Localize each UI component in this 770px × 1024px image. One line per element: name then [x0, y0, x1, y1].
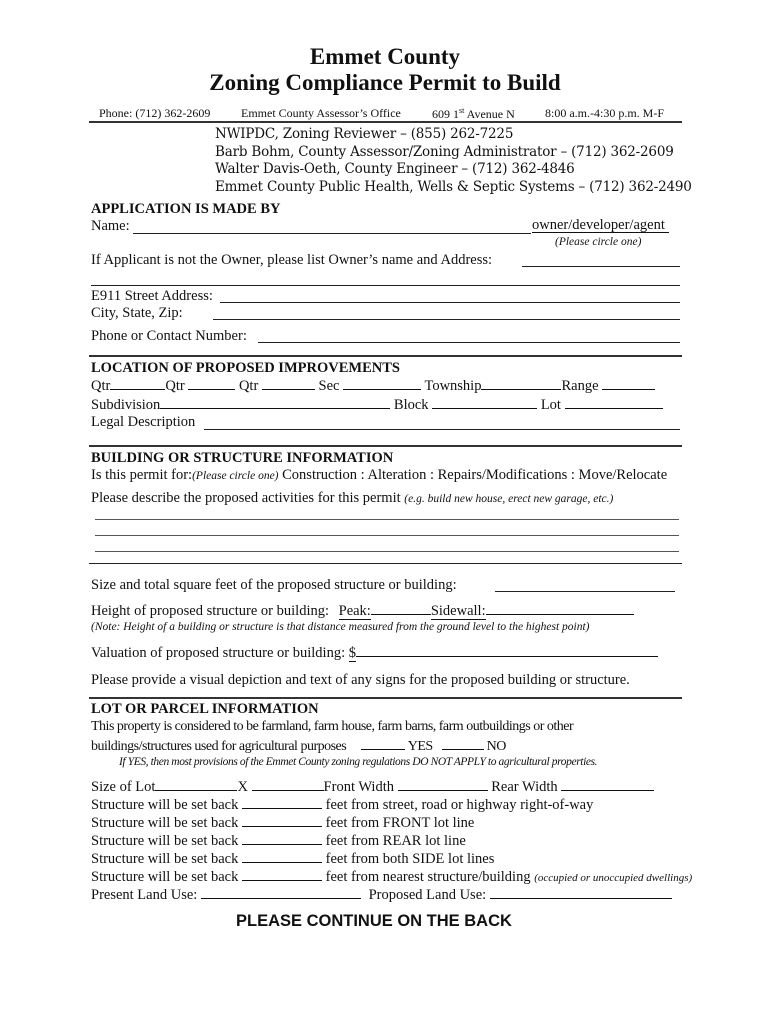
contacts-list [215, 126, 692, 196]
no-field[interactable] [442, 738, 484, 750]
contact-engineer: Walter Davis-Oeth, County Engineer – (712) 362-4846 [215, 161, 575, 177]
proposed-use-field[interactable] [490, 887, 672, 899]
height-note: (Note: Height of a building or structure is that distance measured from the ground level to the highest point) [91, 621, 590, 633]
setback-front-row [91, 815, 474, 832]
setback-front-suffix: feet from FRONT lot line [325, 815, 475, 831]
signs-label: Please provide a visual depiction and text of any signs for the proposed building or structure. [91, 672, 630, 688]
header-rule [89, 121, 682, 123]
sidewall-field[interactable] [486, 603, 634, 615]
describe-label: Please describe the proposed activities for this permit [91, 490, 401, 506]
setback-rear-suffix: feet from REAR lot line [325, 833, 466, 849]
describe-line-3[interactable] [95, 551, 679, 552]
contact-public-health: Emmet County Public Health, Wells & Septic Systems – (712) 362-2490 [215, 178, 692, 195]
farm-line-1: This property is considered to be farmland, farm house, farm barns, farm outbuildings or other [91, 719, 574, 734]
setback-street-row [91, 797, 593, 814]
lot-size-field-b[interactable] [252, 779, 324, 791]
qtr2-label: Qtr [165, 378, 185, 394]
front-width-field[interactable] [398, 779, 488, 791]
setback-street-field[interactable] [242, 797, 322, 809]
range-label: Range [561, 378, 599, 394]
size-label: Size and total square feet of the proposed structure or building: [91, 577, 457, 593]
role-circle-note: (Please circle one) [555, 236, 642, 248]
subdivision-row [91, 397, 663, 414]
x-label: X [237, 779, 248, 795]
role-options[interactable]: owner/developer/agent [532, 218, 669, 233]
rear-width-label: Rear Width [491, 779, 558, 795]
qtr3-field[interactable] [262, 378, 315, 390]
permit-circle-note: (Please circle one) [192, 470, 279, 482]
county-title: Emmet County [309, 44, 461, 69]
header-hours: 8:00 a.m.-4:30 p.m. M-F [545, 106, 664, 120]
valuation-field[interactable] [356, 645, 658, 657]
describe-end-rule [89, 563, 682, 564]
header-phone: Phone: (712) 362-2609 [99, 106, 211, 120]
legal-field[interactable] [204, 429, 680, 430]
no-label[interactable]: NO [486, 739, 506, 754]
setback-rear-row [91, 833, 466, 850]
sec-field[interactable] [343, 378, 421, 390]
size-of-lot-label: Size of Lot [91, 779, 156, 795]
sec-label: Sec [318, 378, 340, 394]
lot-heading: LOT OR PARCEL INFORMATION [91, 701, 319, 717]
setback-side-field[interactable] [242, 851, 322, 863]
street-label: E911 Street Address: [91, 288, 213, 304]
legal-label: Legal Description [91, 414, 196, 430]
form-title: Zoning Compliance Permit to Build [209, 70, 561, 95]
address-suffix: st [459, 106, 465, 115]
describe-line-2[interactable] [95, 535, 679, 536]
subdivision-label: Subdivision [91, 397, 161, 413]
township-label: Township [424, 378, 482, 394]
contact-nwipdc: NWIPDC, Zoning Reviewer – (855) 262-7225 [215, 126, 514, 142]
front-width-label: Front Width [323, 779, 394, 795]
block-label: Block [393, 397, 429, 413]
setback-side-prefix: Structure will be set back [91, 851, 239, 867]
phone-field[interactable] [258, 342, 680, 343]
lot-size-field-a[interactable] [155, 779, 237, 791]
farm-line-2-text: buildings/structures used for agricultural purposes [91, 739, 347, 754]
farm-line-2 [91, 738, 506, 755]
street-field[interactable] [220, 302, 680, 303]
location-heading: LOCATION OF PROPOSED IMPROVEMENTS [91, 360, 400, 376]
setback-street-suffix: feet from street, road or highway right-of-way [325, 797, 594, 813]
name-label: Name: [91, 218, 130, 234]
location-rule [89, 355, 682, 357]
lot-size-row [91, 779, 654, 796]
setback-rear-field[interactable] [242, 833, 322, 845]
qtr-row [91, 378, 655, 395]
owner-label: If Applicant is not the Owner, please list Owner’s name and Address: [91, 252, 493, 268]
setback-nearest-row [91, 869, 692, 886]
yes-field[interactable] [361, 738, 405, 750]
lot-label: Lot [540, 397, 561, 413]
qtr2-field[interactable] [188, 378, 235, 390]
sidewall-label: Sidewall: [430, 603, 486, 619]
setback-nearest-field[interactable] [242, 869, 322, 881]
present-use-field[interactable] [201, 887, 361, 899]
setback-front-prefix: Structure will be set back [91, 815, 239, 831]
qtr3-label: Qtr [238, 378, 259, 394]
land-use-row [91, 887, 672, 904]
describe-example: (e.g. build new house, erect new garage, etc.) [404, 493, 614, 505]
permit-options[interactable]: Construction : Alteration : Repairs/Modifications : Move/Relocate [278, 467, 668, 483]
present-use-label: Present Land Use: [91, 887, 198, 903]
block-field[interactable] [432, 397, 537, 409]
setback-nearest-note: (occupied or unoccupied dwellings) [534, 872, 693, 884]
city-label: City, State, Zip: [91, 305, 183, 321]
describe-row [91, 490, 613, 507]
qtr1-label: Qtr [91, 378, 111, 394]
height-row [91, 603, 634, 620]
header-office: Emmet County Assessor’s Office [241, 106, 401, 120]
valuation-label: Valuation of proposed structure or building: [91, 645, 346, 661]
township-field[interactable] [481, 378, 561, 390]
setback-side-row [91, 851, 494, 868]
agricultural-note: If YES, then most provisions of the Emmet County zoning regulations DO NOT APPLY to agricultural properties. [119, 756, 598, 768]
lot-field[interactable] [565, 397, 663, 409]
setback-side-suffix: feet from both SIDE lot lines [325, 851, 495, 867]
range-field[interactable] [602, 378, 655, 390]
address-number: 609 1 [432, 107, 459, 121]
size-field[interactable] [495, 591, 675, 592]
valuation-row [91, 645, 658, 662]
describe-line-1[interactable] [95, 519, 679, 520]
setback-rear-prefix: Structure will be set back [91, 833, 239, 849]
setback-nearest-suffix: feet from nearest structure/building [325, 869, 531, 885]
address-street: Avenue N [464, 107, 515, 121]
owner-field[interactable] [522, 266, 680, 267]
name-field[interactable] [133, 233, 531, 234]
qtr1-field[interactable] [110, 378, 165, 390]
yes-label[interactable]: YES [407, 739, 433, 754]
owner-field-line2[interactable] [91, 285, 680, 286]
phone-label: Phone or Contact Number: [91, 328, 247, 344]
city-field[interactable] [213, 319, 680, 320]
proposed-use-label: Proposed Land Use: [368, 887, 487, 903]
building-heading: BUILDING OR STRUCTURE INFORMATION [91, 450, 394, 466]
dollar-sign: $ [348, 645, 356, 661]
setback-street-prefix: Structure will be set back [91, 797, 239, 813]
permit-for-label: Is this permit for: [91, 467, 193, 483]
application-heading: APPLICATION IS MADE BY [91, 201, 281, 217]
subdivision-field[interactable] [160, 397, 390, 409]
header-address [432, 106, 515, 122]
continue-notice: PLEASE CONTINUE ON THE BACK [236, 912, 512, 930]
peak-field[interactable] [371, 603, 431, 615]
rear-width-field[interactable] [561, 779, 654, 791]
lot-rule [89, 697, 682, 699]
contact-assessor: Barb Bohm, County Assessor/Zoning Administrator – (712) 362-2609 [215, 143, 674, 160]
peak-label: Peak: [338, 603, 371, 619]
setback-front-field[interactable] [242, 815, 322, 827]
building-rule [89, 445, 682, 447]
height-label: Height of proposed structure or building: [91, 603, 329, 619]
setback-nearest-prefix: Structure will be set back [91, 869, 239, 885]
permit-for-row [91, 467, 667, 484]
